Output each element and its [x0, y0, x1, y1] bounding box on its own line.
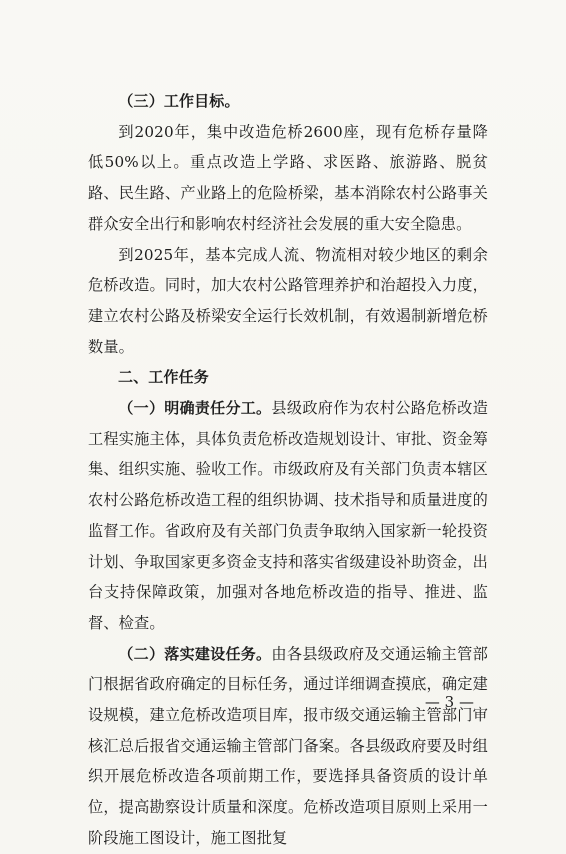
section-2-title: 二、工作任务 [118, 368, 209, 387]
task-1-body: 县级政府作为农村公路危桥改造工程实施主体，具体负责危桥改造规划设计、审批、资金筹集、组织实施、验收工作。市级政府及有关部门负责本辖区农村公路危桥改造工程的组织协调、技术指导和质量进度的监督工作。省政府及有关部门负责争取纳入国家新一轮投资计划、争取国家更多资金支持和落实省级建设补助资金，出台支持保障政策，加强对各地危桥改造的指导、推进、监督、检查。 [88, 399, 488, 632]
goal-2025-paragraph: 到2025年，基本完成人流、物流相对较少地区的剩余危桥改造。同时，加大农村公路管理养护和治超投入力度，建立农村公路及桥梁安全运行长效机制，有效遏制新增危桥数量。 [88, 245, 488, 356]
task-1-paragraph [88, 393, 488, 639]
page-number-dash-left: — [424, 693, 440, 711]
task-2-paragraph [88, 639, 488, 854]
goal-2020-paragraph: 到2020年，集中改造危桥2600座，现有危桥存量降低50%以上。重点改造上学路、求医路、旅游路、脱贫路、民生路、产业路上的危险桥梁，基本消除农村公路事关群众安全出行和影响农村经济社会发展的重大安全隐患。 [88, 122, 488, 233]
document-body [88, 86, 488, 854]
goal-heading-text: （三）工作目标。 [118, 92, 240, 110]
page-number-value: 3 [444, 693, 455, 711]
task-2-body: 由各县级政府及交通运输主管部门根据省政府确定的目标任务，通过详细调查摸底，确定建设规模，建立危桥改造项目库，报市级交通运输主管部门审核汇总后报省交通运输主管部门备案。各县级政府要及时组织开展危桥改造各项前期工作，要选择具备资质的设计单位，提高勘察设计质量和深度。危桥改造项目原则上采用一阶段施工图设计，施工图批复 [88, 644, 488, 847]
task-2-heading: （二）落实建设任务。 [118, 644, 272, 663]
page-number-dash-right: — [459, 693, 474, 711]
task-1-heading: （一）明确责任分工。 [118, 399, 272, 418]
goal-heading [88, 86, 488, 117]
page-number [425, 693, 474, 711]
